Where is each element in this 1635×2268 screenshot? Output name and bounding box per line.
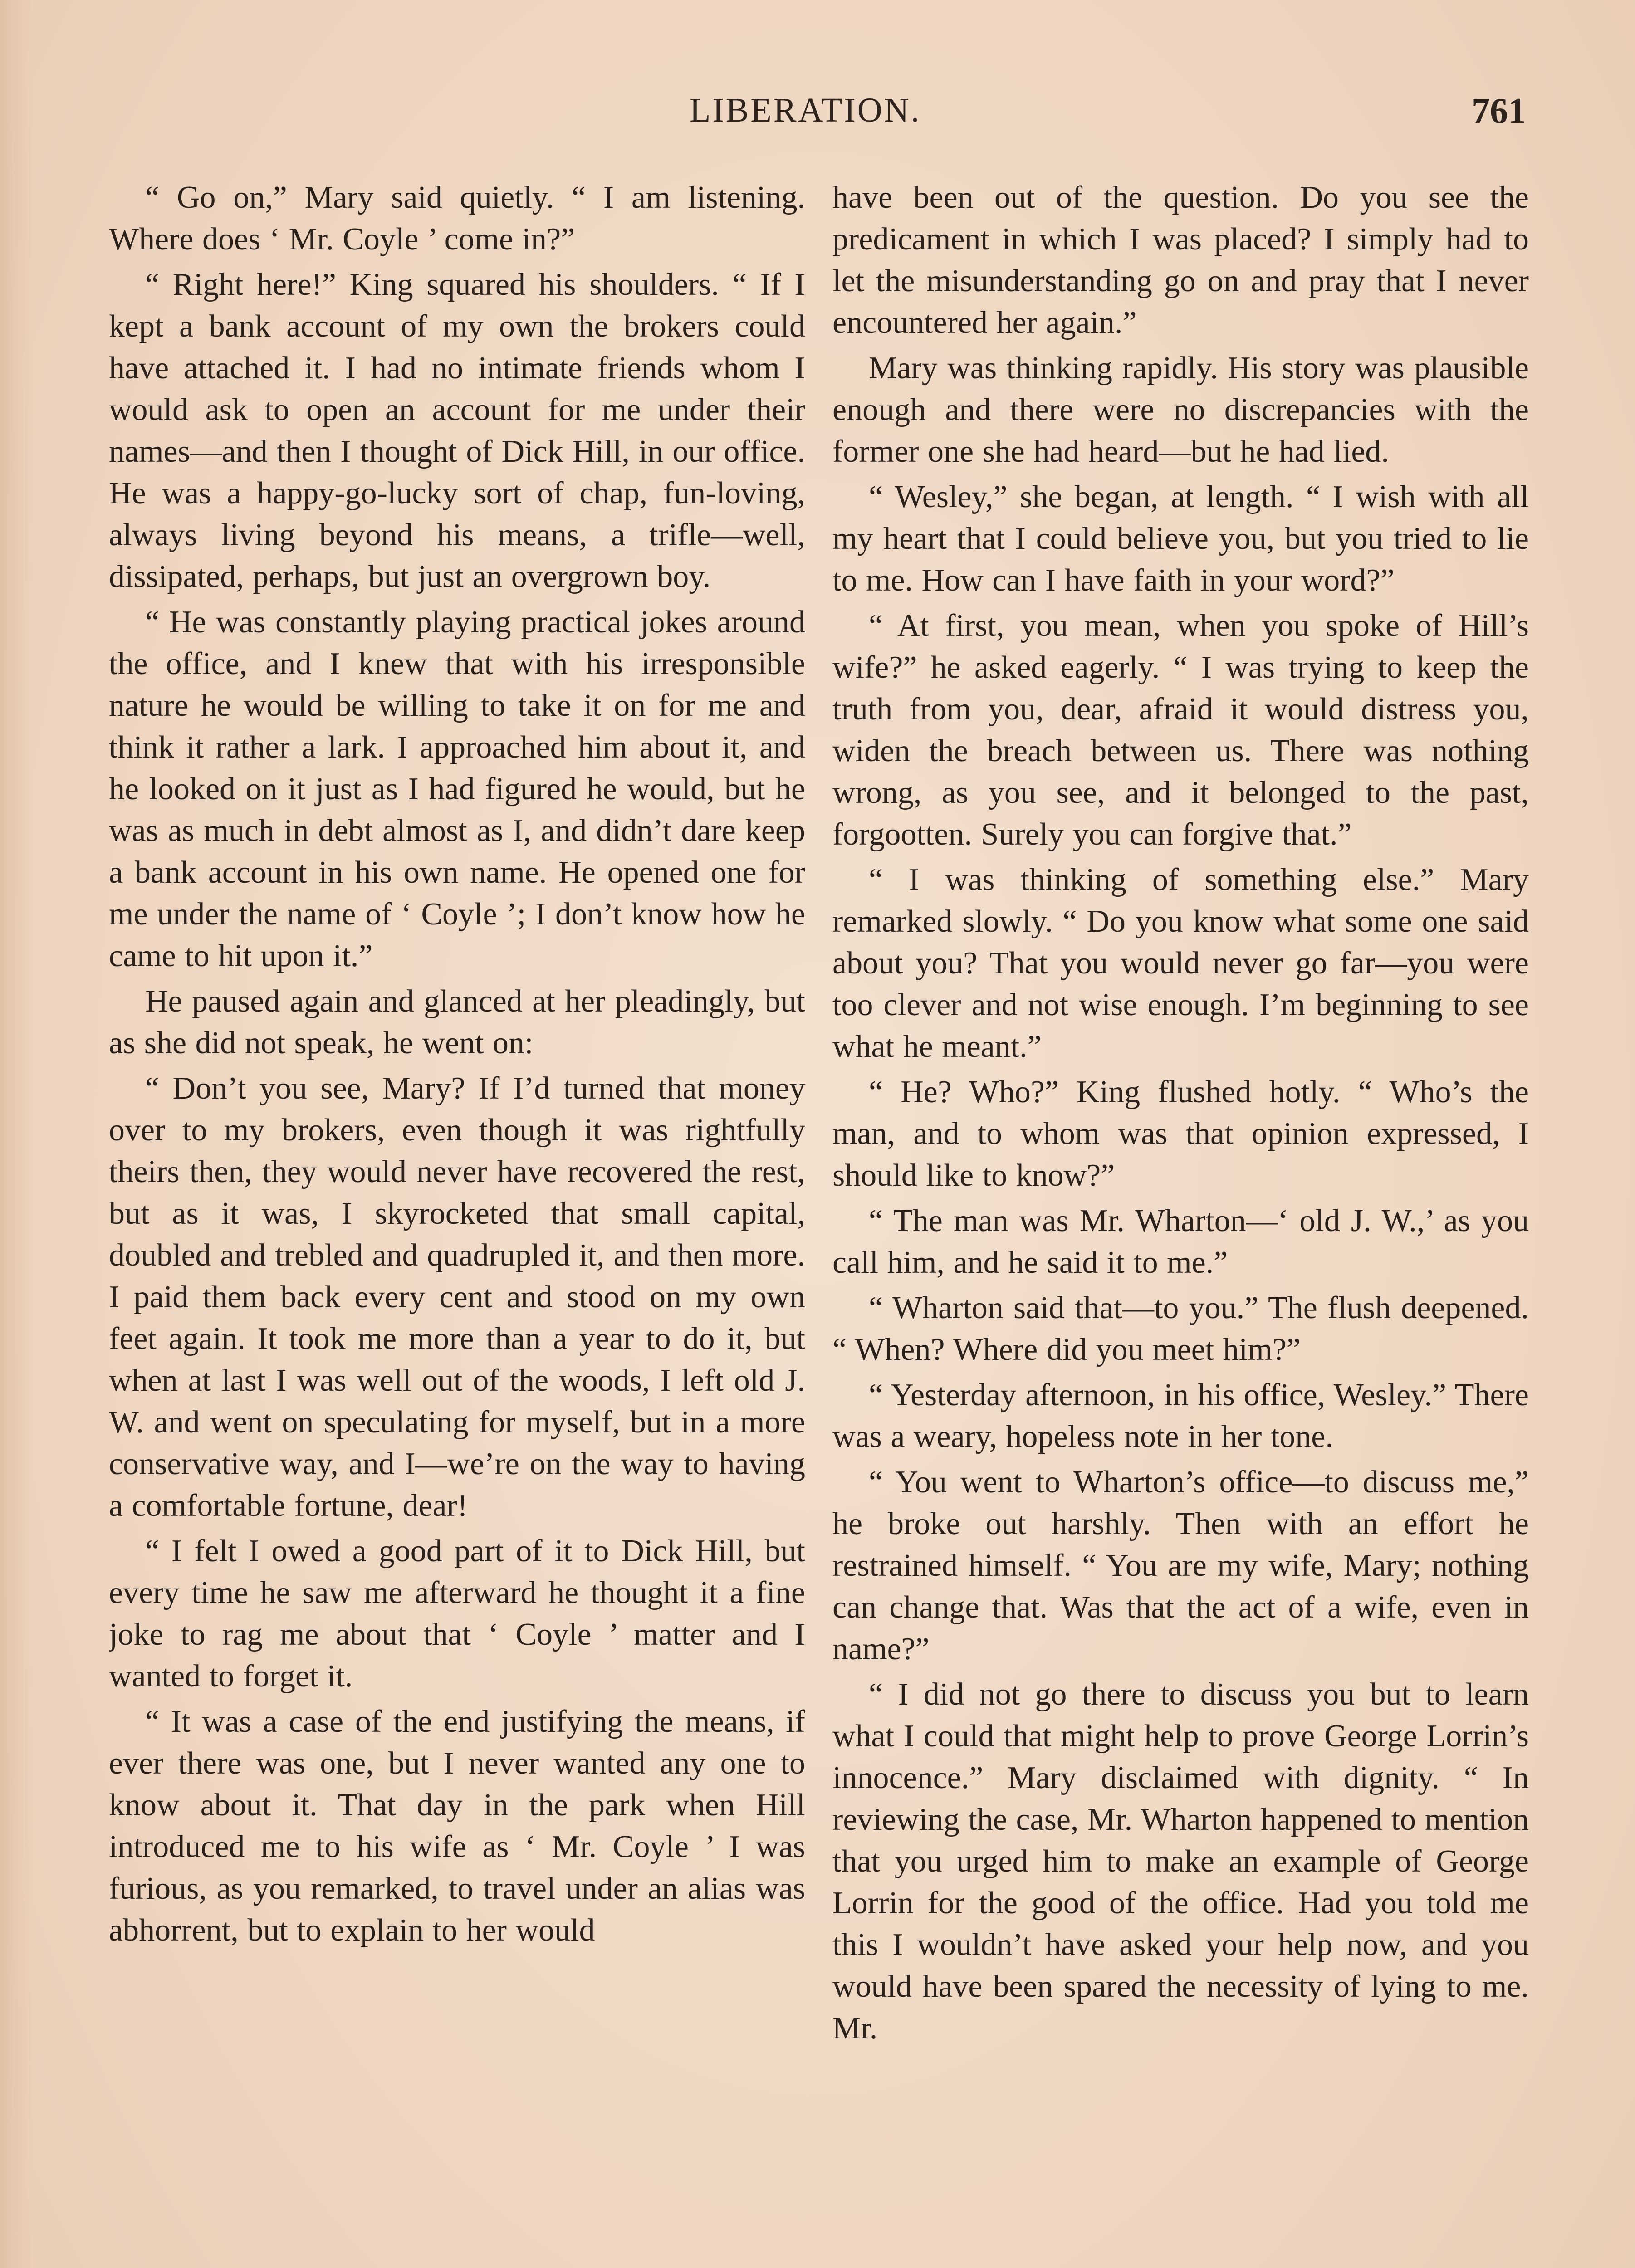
page-gutter-shadow — [0, 0, 32, 2268]
paragraph: He paused again and glanced at her pleadingly, but as she did not speak, he went on: — [109, 984, 805, 1061]
paragraph: “ I was thinking of something else.” Mary remarked slowly. “ Do you know what some one said about you? That you would never go far—you were too clever and not wise enough. I’m beginning to see what he meant.” — [832, 862, 1529, 1064]
page-header — [0, 91, 1635, 141]
paragraph: “ Wharton said that—to you.” The flush deepened. “ When? Where did you meet him?” — [832, 1290, 1529, 1367]
page-number: 761 — [1472, 91, 1526, 131]
paragraph: “ Don’t you see, Mary? If I’d turned that money over to my brokers, even though it was rightfully theirs then, they would never have recovered the rest, but as it was, I skyrocketed that small capital, doubled and trebled and quadrupled it, and then more. I paid them back every cent and stood on my own feet again. It took me more than a year to do it, but when at last I was well out of the woods, I left old J. W. and went on speculating for myself, but in a more conservative way, and I—we’re on the way to having a comfortable fortune, dear! — [109, 1071, 805, 1523]
paragraph: “ Right here!” King squared his shoulders. “ If I kept a bank account of my own the brokers could have attached it. I had no intimate friends whom I would ask to open an account for me under their names—and then I thought of Dick Hill, in our office. He was a happy-go-lucky sort of chap, fun-loving, always living beyond his means, a trifle—well, dissipated, perhaps, but just an overgrown boy. — [109, 267, 805, 594]
right-column — [832, 177, 1529, 2268]
paragraph: “ You went to Wharton’s office—to discuss me,” he broke out harshly. Then with an effort he restrained himself. “ You are my wife, Mary; nothing can change that. Was that the act of a wife, even in name?” — [832, 1465, 1529, 1667]
paragraph: “ Yesterday afternoon, in his office, Wesley.” There was a weary, hopeless note in her tone. — [832, 1378, 1529, 1454]
paragraph: Mary was thinking rapidly. His story was plausible enough and there were no discrepancies with the former one she had heard—but he had lied. — [832, 351, 1529, 469]
paragraph: “ Go on,” Mary said quietly. “ I am listening. Where does ‘ Mr. Coyle ’ come in?” — [109, 180, 805, 257]
paragraph: “ I did not go there to discuss you but to learn what I could that might help to prove George Lorrin’s innocence.” Mary disclaimed with dignity. “ In reviewing the case, Mr. Wharton happened to mention that you urged him to make an example of George Lorrin for the good of the office. Had you told me this I wouldn’t have asked your help now, and you would have been spared the necessity of lying to me. Mr. — [832, 1677, 1529, 2046]
paragraph: “ At first, you mean, when you spoke of Hill’s wife?” he asked eagerly. “ I was trying to keep the truth from you, dear, afraid it would distress you, widen the breach between us. There was nothing wrong, as you see, and it belonged to the past, forgootten. Surely you can forgive that.” — [832, 608, 1529, 852]
paragraph: have been out of the question. Do you see the predicament in which I was placed? I simply had to let the misunderstanding go on and pray that I never encountered her again.” — [832, 180, 1529, 340]
paragraph: “ The man was Mr. Wharton—‘ old J. W.,’ as you call him, and he said it to me.” — [832, 1203, 1529, 1280]
paragraph: “ He? Who?” King flushed hotly. “ Who’s the man, and to whom was that opinion expressed, I should like to know?” — [832, 1075, 1529, 1193]
running-title: LIBERATION. — [690, 91, 921, 129]
left-column — [109, 177, 805, 2268]
paragraph: “ I felt I owed a good part of it to Dick Hill, but every time he saw me afterward he thought it a fine joke to rag me about that ‘ Coyle ’ matter and I wanted to forget it. — [109, 1534, 805, 1694]
paragraph: “ Wesley,” she began, at length. “ I wish with all my heart that I could believe you, but you tried to lie to me. How can I have faith in your word?” — [832, 479, 1529, 598]
paragraph: “ It was a case of the end justifying the means, if ever there was one, but I never wanted any one to know about it. That day in the park when Hill introduced me to his wife as ‘ Mr. Coyle ’ I was furious, as you remarked, to travel under an alias was abhorrent, but to explain to her would — [109, 1704, 805, 1948]
text-columns — [109, 177, 1529, 2268]
paragraph: “ He was constantly playing practical jokes around the office, and I knew that with his irresponsible nature he would be willing to take it on for me and think it rather a lark. I approached him about it, and he looked on it just as I had figured he would, but he was as much in debt almost as I, and didn’t dare keep a bank account in his own name. He opened one for me under the name of ‘ Coyle ’; I don’t know how he came to hit upon it.” — [109, 605, 805, 973]
